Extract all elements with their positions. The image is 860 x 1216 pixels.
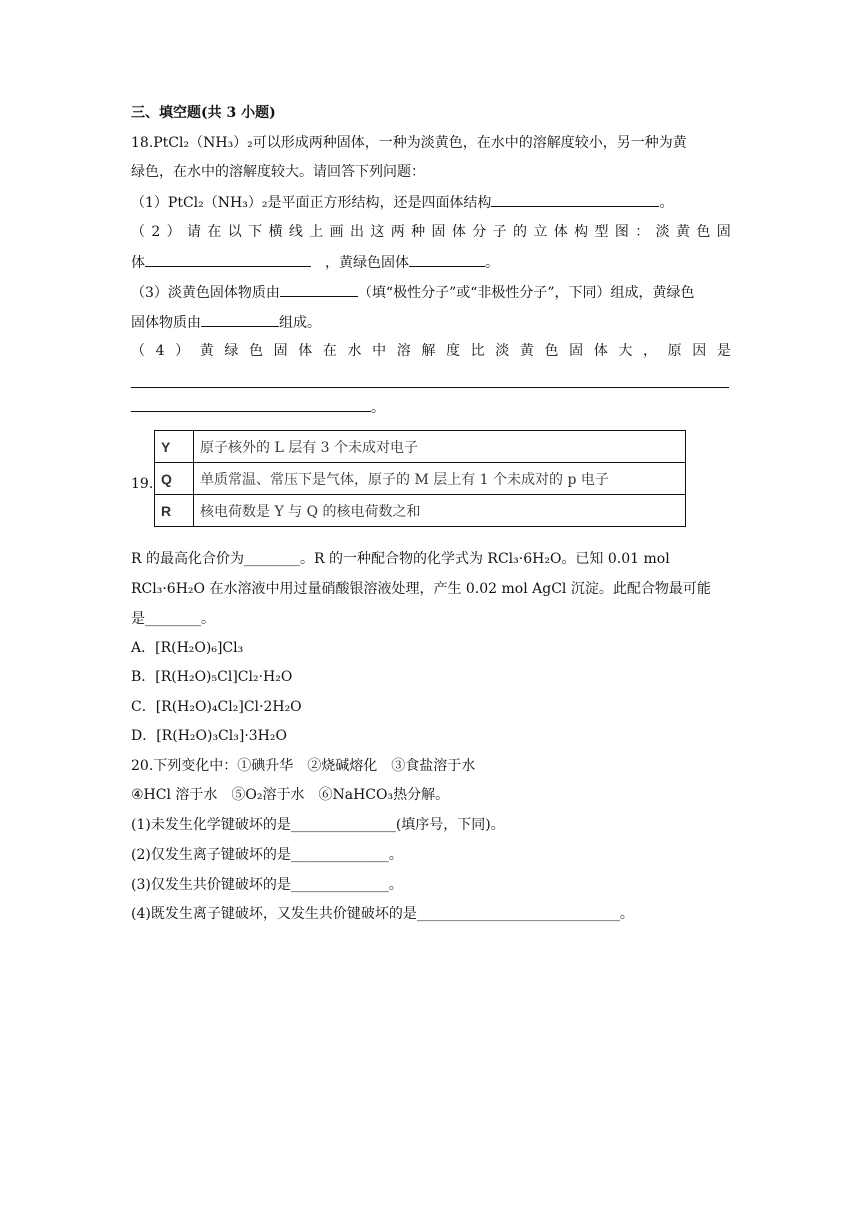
q18-part-2-label-a: 体 [131,255,145,271]
q19-row-text: 原子核外的 L 层有 3 个未成对电子 [194,431,686,463]
q18-part-3-blank-a[interactable] [280,282,358,297]
q18-part-2-line-1: （ 2 ） 请 在 以 下 横 线 上 画 出 这 两 种 固 体 分 子 的 立 体 构 型 图 ： 淡 黄 色 固 [131,224,731,240]
q19-text-line-3: 是________。 [131,611,215,627]
q20-stem-line-2: ④HCl 溶于水 ⑤O₂溶于水 ⑥NaHCO₃热分解。 [131,787,450,803]
section-title: 三、填空题(共 3 小题) [131,105,276,121]
q18-part-2-blank-b[interactable] [409,252,485,267]
q19-info-table [154,430,686,527]
q18-part-2-label-b: ，黄绿色固体 [325,255,409,271]
q18-part-4-period: 。 [371,400,385,416]
q18-part-1-text: （1）PtCl₂（NH₃）₂是平面正方形结构，还是四面体结构 [131,195,492,211]
q18-part-2-blank-a[interactable] [145,252,311,267]
q18-part-4-blank-line-1[interactable] [131,387,729,388]
q20-part-4: (4)既发生离子键破坏，又发生共价键破坏的是_____________________________。 [131,906,634,922]
q18-part-3-text-d: 组成。 [279,315,321,331]
q18-part-3-blank-b[interactable] [201,312,279,327]
table-row [155,463,686,495]
q18-part-3-text-a: （3）淡黄色固体物质由 [131,285,280,301]
q18-part-1-blank[interactable] [491,192,659,207]
q20-stem-line-1: 20.下列变化中：①碘升华 ②烧碱熔化 ③食盐溶于水 [131,758,476,774]
q19-row-text: 单质常温、常压下是气体，原子的 M 层上有 1 个未成对的 p 电子 [194,463,686,495]
q18-part-4-line-1: （ 4 ） 黄 绿 色 固 体 在 水 中 溶 解 度 比 淡 黄 色 固 体 大 ， 原 因 是 [131,343,731,359]
q19-row-key: Y [155,431,194,463]
q20-part-3: (3)仅发生共价键破坏的是______________。 [131,877,403,893]
q18-part-3-text-c: 固体物质由 [131,315,201,331]
q20-part-2: (2)仅发生离子键破坏的是______________。 [131,847,403,863]
q18-stem-line-2: 绿色，在水中的溶解度较大。请回答下列问题： [131,164,425,180]
q19-text-line-2: RCl₃·6H₂O 在水溶液中用过量硝酸银溶液处理，产生 0.02 mol AgCl 沉淀。此配合物最可能 [131,581,711,597]
q19-row-key: R [155,495,194,527]
table-row [155,431,686,463]
q19-option-b[interactable]: B．[R(H₂O)₅Cl]Cl₂·H₂O [131,669,293,685]
q19-text-line-1: R 的最高化合价为________。R 的一种配合物的化学式为 RCl₃·6H₂O。已知 0.01 mol [131,551,670,567]
q19-option-a[interactable]: A．[R(H₂O)₆]Cl₃ [131,640,244,656]
q18-part-2-period: 。 [485,255,499,271]
q19-option-d[interactable]: D．[R(H₂O)₃Cl₃]·3H₂O [131,728,287,744]
q20-part-1: (1)未发生化学键破坏的是_______________(填序号，下同)。 [131,817,505,833]
q19-number: 19. [131,476,154,492]
q18-part-1-period: 。 [659,195,674,211]
q18-part-4-line-3 [131,397,731,418]
q18-part-3-line-1 [131,282,731,303]
q19-row-key: Q [155,463,194,495]
q19-row-text: 核电荷数是 Y 与 Q 的核电荷数之和 [194,495,686,527]
table-row [155,495,686,527]
q18-stem-line-1: 18.PtCl₂（NH₃）₂可以形成两种固体，一种为淡黄色，在水中的溶解度较小，另一种为黄 [131,135,687,151]
q18-part-1 [131,192,731,213]
q19-option-c[interactable]: C．[R(H₂O)₄Cl₂]Cl·2H₂O [131,699,302,715]
q18-part-2-line-2 [131,252,731,273]
q18-part-4-blank-line-2[interactable] [131,397,371,412]
q18-part-3-line-2 [131,312,731,333]
q18-part-3-text-b: （填“极性分子”或“非极性分子”，下同）组成，黄绿色 [357,285,695,301]
